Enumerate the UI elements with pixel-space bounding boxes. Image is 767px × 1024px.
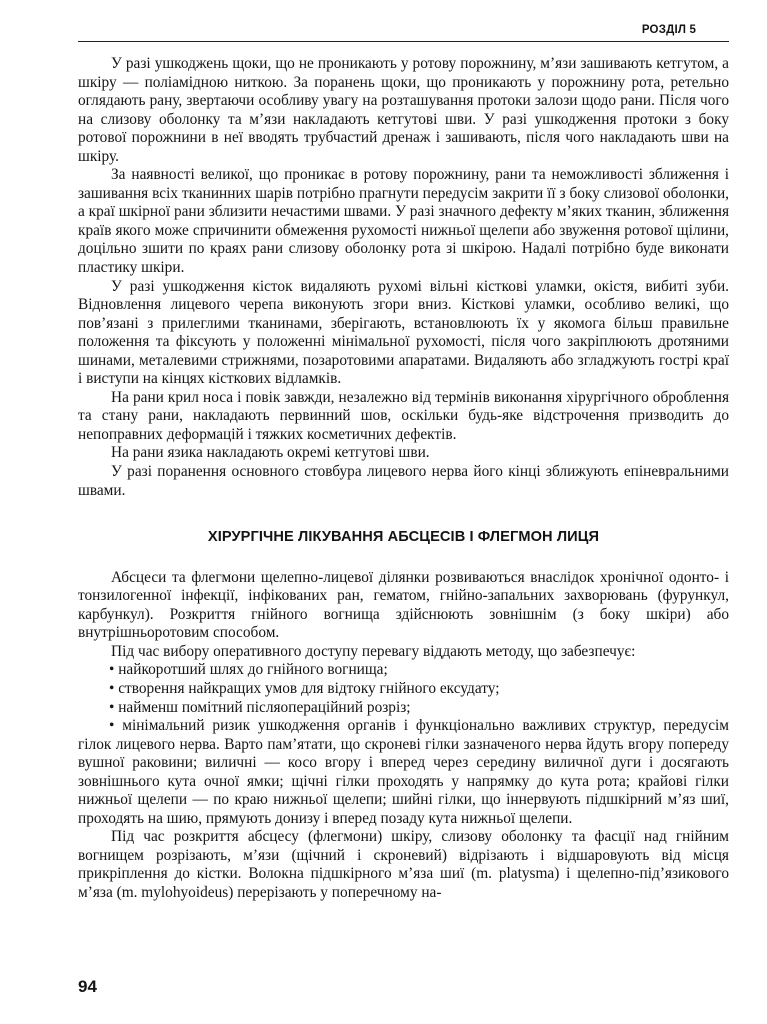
section-title: ХІРУРГІЧНЕ ЛІКУВАННЯ АБСЦЕСІВ І ФЛЕГМОН ЛИЦЯ	[207, 529, 600, 546]
paragraph: У разі ушкоджень щоки, що не проникають у ротову порожнину, м’язи зашивають кетгутом, а шкіру — поліамідною ниткою. За поранень щоки, що проникають у порожнину рота, ретельно оглядають рану, звертаючи особливу увагу на розташування протоки залози щодо рани. Після чого на слизову оболонку та м’язи накладають кетгутові шви. У разі ушкодження протоки з боку ротової порожнини в неї вводять трубчастий дренаж і зашивають, після чого накладають шви на шкіру.	[78, 55, 729, 165]
paragraph: Абсцеси та флегмони щелепно-лицевої ділянки розвиваються внаслідок хронічної одонто- і тонзилогенної інфекції, інфікованих ран, гематом, гнійно-запальних захворювань (фурункул, карбункул). Розкриття гнійного вогнища здійснюють зовнішнім (з боку шкіри) або внутрішньоротовим способом.	[78, 568, 729, 642]
bullet-item: • створення найкращих умов для відтоку гнійного ексудату;	[109, 679, 500, 697]
bullet-item: • мінімальний ризик ушкодження органів і функціонально важливих структур, передусім гілок лицевого нерва. Варто пам’ятати, що скроневі гілки зазначеного нерва йдуть вгору попереду вушної раковини; виличні — косо вгору і вперед через середину виличної дуги і досягають зовнішнього кута очної ямки; щічні гілки проходять у напрямку до кута рота; крайові гілки нижньої щелепи — по краю нижньої щелепи; шийні гілки, що іннервують підшкірний м’яз шиї, проходять на шию, прямують донизу і вперед позаду кута нижньої щелепи.	[78, 717, 729, 827]
paragraph: Під час вибору оперативного доступу перевагу віддають методу, що забезпечує:	[111, 642, 636, 660]
paragraph: Під час розкриття абсцесу (флегмони) шкіру, слизову оболонку та фасції над гнійним вогнищем розрізають, м’язи (щічний і скроневий) відрізають і відшаровують від місця прикріплення до кістки. Волокна підшкірного м’яза шиї (m. platysma) і щелепно-під’язикового м’яза (m. mylohyoideus) перерізають у поперечному на-	[78, 828, 729, 901]
header-rule	[78, 41, 729, 42]
bullet-item: • найкоротший шлях до гнійного вогнища;	[109, 661, 388, 679]
paragraph: У разі поранення основного стовбура лицевого нерва його кінці зближують епіневральними швами.	[78, 463, 729, 499]
paragraph: У разі ушкодження кісток видаляють рухомі вільні кісткові уламки, окістя, вибиті зуби. Відновлення лицевого черепа виконують згори вниз. Кісткові уламки, особливо великі, що пов’язані з прилеглими тканинами, зберігають, встановлюють їх у якомога більш правильне положення та фіксують у положенні мінімальної рухомості, після чого закріплюють дротяними шинами, металевими стрижнями, позаротовими апаратами. Видаляють або згладжують гострі краї і виступи на кінцях кісткових відламків.	[78, 277, 729, 388]
bullet-item: • найменш помітний післяопераційний розріз;	[109, 698, 411, 716]
paragraph: За наявності великої, що проникає в ротову порожнину, рани та неможливості зближення і зашивання всіх тканинних шарів потрібно прагнути передусім закрити її з боку слизової оболонки, а краї шкірної рани зблизити нечастими швами. У разі значного дефекту м’яких тканин, зближення країв якого може спричинити обмеження рухомості нижньої щелепи або звуження ротової щілини, доцільно зшити по краях рани слизову оболонку рота зі шкірою. Надалі потрібно буде виконати пластику шкіри.	[78, 166, 729, 277]
page-number: 94	[78, 977, 97, 996]
page-content	[78, 55, 729, 903]
chapter-title: РОЗДІЛ 5	[641, 24, 697, 36]
paragraph: На рани крил носа і повік завжди, незалежно від термінів виконання хірургічного оброблення та стану рани, накладають первинний шов, оскільки будь-яке відстрочення призводить до непоправних деформацій і тяжких косметичних дефектів.	[78, 388, 729, 443]
running-head	[0, 24, 729, 36]
paragraph: На рани язика накладають окремі кетгутові шви.	[111, 444, 430, 462]
